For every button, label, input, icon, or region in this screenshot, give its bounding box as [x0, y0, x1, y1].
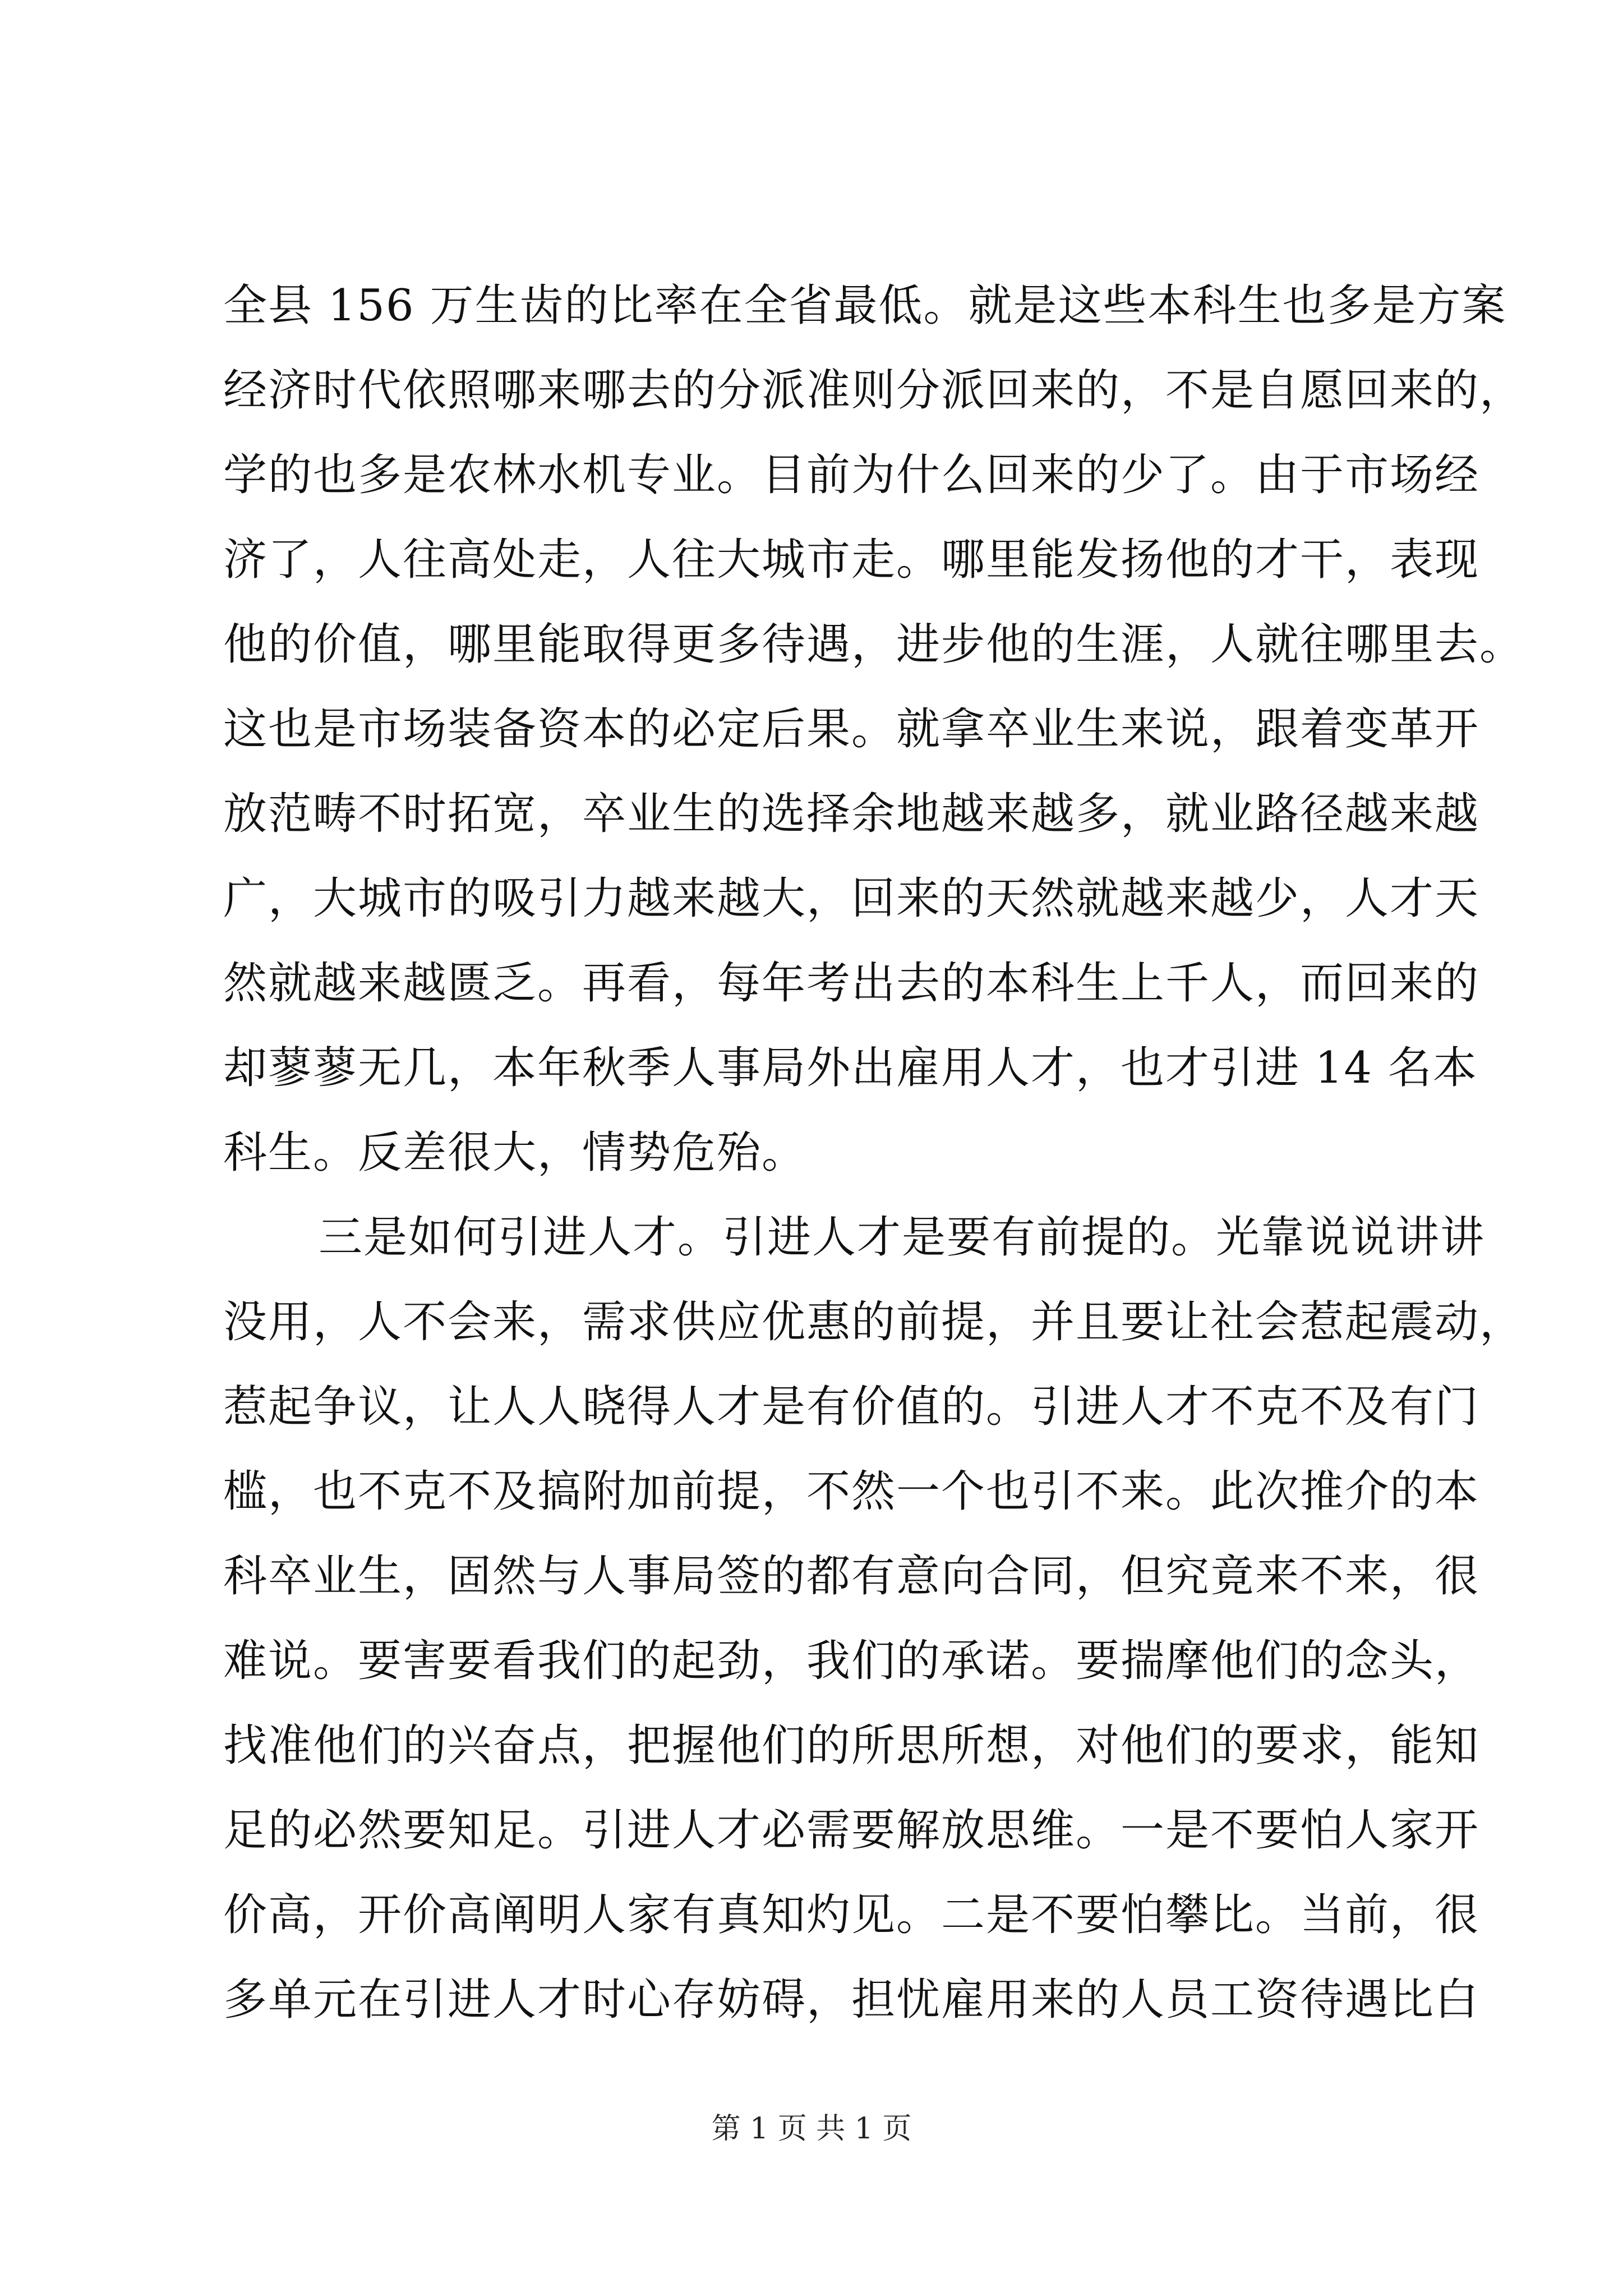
text-line: 济了，人往高处走，人往大城市走。哪里能发扬他的才干，表现	[223, 535, 1480, 585]
text-line: 放范畴不时拓宽，卒业生的选择余地越来越多，就业路径越来越	[223, 789, 1480, 839]
text-line: 学的也多是农林水机专业。目前为什么回来的少了。由于市场经	[223, 450, 1480, 500]
text-line: 找准他们的兴奋点，把握他们的所思所想，对他们的要求，能知	[223, 1720, 1480, 1771]
text-line: 槛，也不克不及搞附加前提，不然一个也引不来。此次推介的本	[223, 1466, 1480, 1517]
page-footer: 第 1 页 共 1 页	[711, 2112, 912, 2146]
text-line: 却蓼蓼无几，本年秋季人事局外出雇用人才，也才引进 14 名本	[223, 1043, 1478, 1093]
text-line: 多单元在引进人才时心存妨碍，担忧雇用来的人员工资待遇比白	[223, 1975, 1480, 2025]
text-line: 科卒业生，固然与人事局签的都有意向合同，但究竟来不来，很	[223, 1551, 1480, 1602]
text-line: 全县 156 万生齿的比率在全省最低。就是这些本科生也多是方案	[223, 280, 1507, 331]
text-line: 广，大城市的吸引力越来越大，回来的天然就越来越少，人才天	[223, 873, 1480, 924]
text-line: 他的价值，哪里能取得更多待遇，进步他的生涯，人就往哪里去。	[223, 619, 1525, 670]
text-line: 足的必然要知足。引进人才必需要解放思维。一是不要怕人家开	[223, 1805, 1480, 1856]
text-line: 科生。反差很大，情势危殆。	[223, 1128, 807, 1178]
text-line: 价高，开价高阐明人家有真知灼见。二是不要怕攀比。当前，很	[223, 1890, 1480, 1940]
text-line: 没用，人不会来，需求供应优惠的前提，并且要让社会惹起震动，	[223, 1297, 1525, 1347]
text-line: 然就越来越匮乏。再看，每年考出去的本科生上千人，而回来的	[223, 958, 1480, 1009]
paragraph	[223, 264, 1525, 1195]
text-line: 这也是市场装备资本的必定后果。就拿卒业生来说，跟着变革开	[223, 704, 1480, 754]
text-line: 难说。要害要看我们的起劲，我们的承诺。要揣摩他们的念头，	[223, 1636, 1480, 1686]
paragraph	[223, 1195, 1525, 2042]
text-line: 三是如何引进人才。引进人才是要有前提的。光靠说说讲讲	[319, 1212, 1486, 1263]
text-line: 经济时代依照哪来哪去的分派准则分派回来的，不是自愿回来的，	[223, 365, 1525, 416]
text-line: 惹起争议，让人人晓得人才是有价值的。引进人才不克不及有门	[223, 1382, 1480, 1432]
document-body	[223, 264, 1525, 2042]
